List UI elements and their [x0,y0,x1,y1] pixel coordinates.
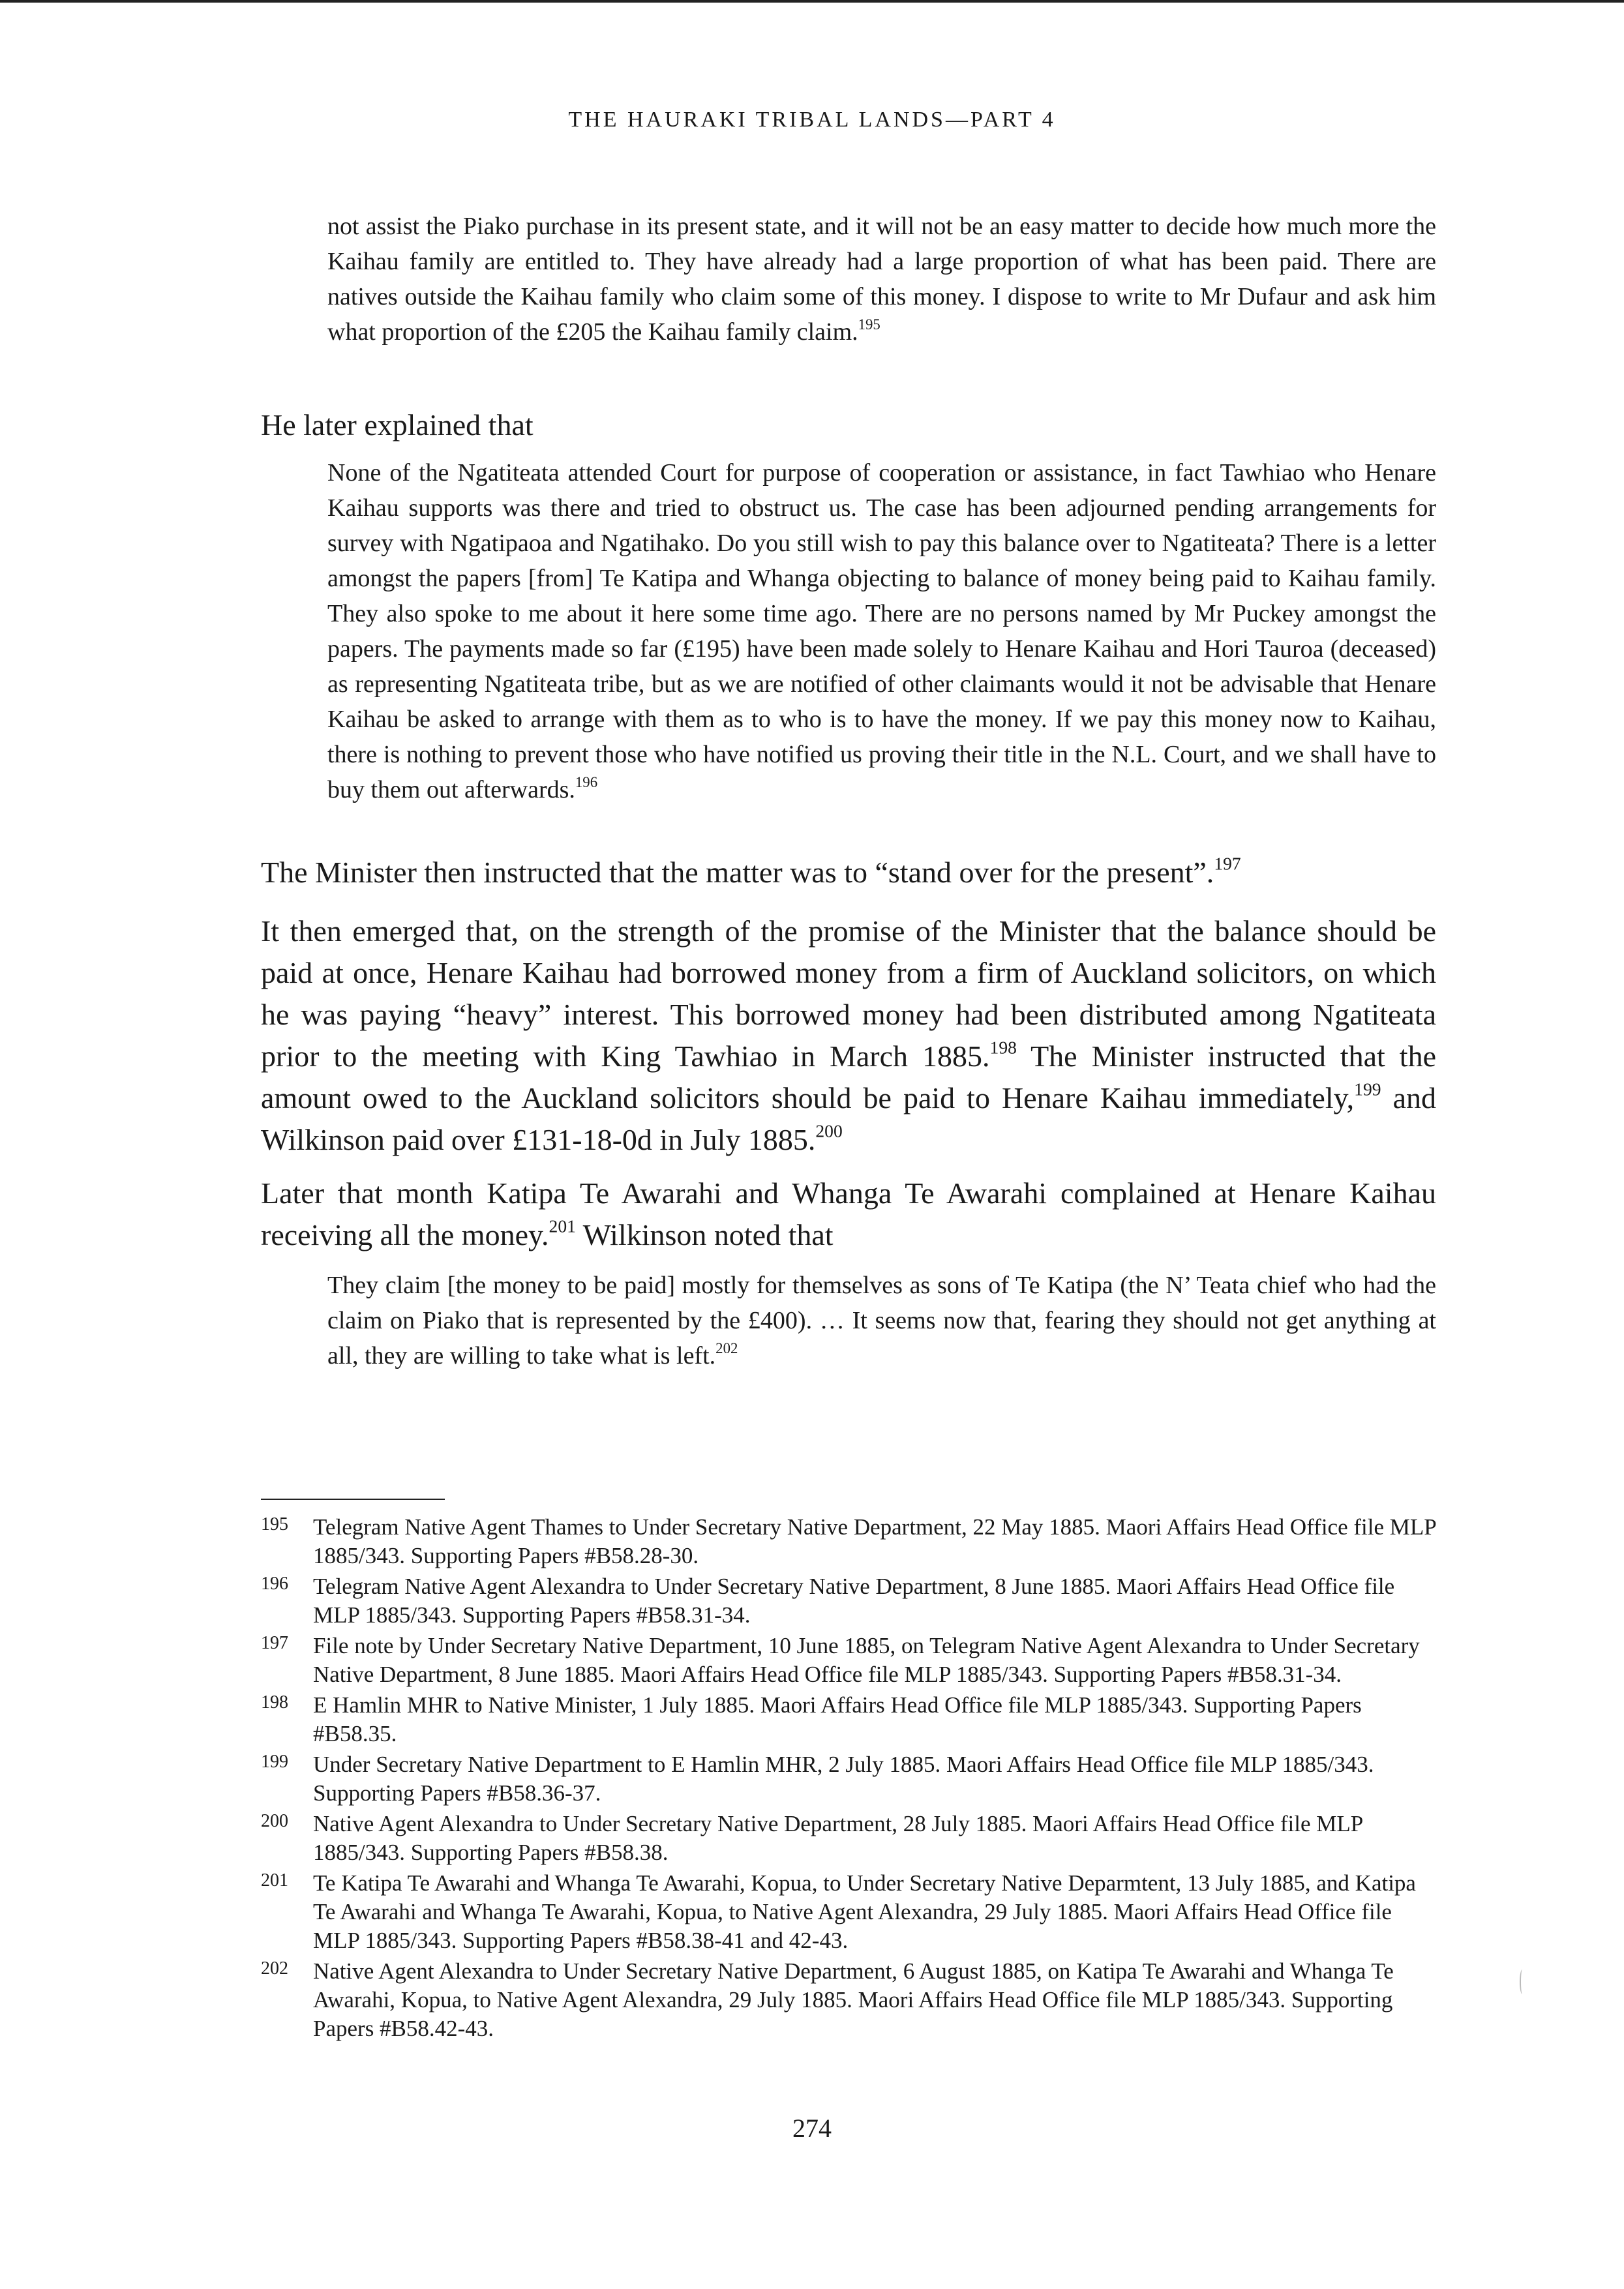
block-quote-3 [327,1268,1436,1373]
footnote [261,1632,1436,1689]
footnote [261,1869,1436,1955]
footnote-number: 199 [261,1752,288,1772]
footnote-ref: 196 [575,774,598,791]
footnote-ref: 199 [1354,1079,1381,1100]
quote-text: None of the Ngatiteata attended Court for purpose of cooperation or assistance, in fact Tawhiao who Henare Kaihau supports was there and tried to obstruct us. The case has been adjourned pending arrangements for survey with Ngatipaoa and Ngatihako. Do you still wish to pay this balance over to Ngatiteata? There is a letter amongst the papers [from] Te Katipa and Whanga objecting to balance of money being paid to Kaihau family. They also spoke to me about it here some time ago. There are no persons named by Mr Puckey amongst the papers. The payments made so far (£195) have been made solely to Henare Kaihau and Hori Tauroa (deceased) as representing Ngatiteata tribe, but as we are notified of other claimants would it not be advisable that Henare Kaihau be asked to arrange with them as to who is to have the money. If we pay this money now to Kaihau, there is nothing to prevent those who have notified us proving their title in the N.L. Court, and we shall have to buy them out afterwards. [327,459,1436,803]
footnote-ref: 202 [715,1340,738,1357]
block-quote-2 [327,455,1436,807]
paragraph-text: The Minister instructed that the amount owed to the Auckland solicitors should be paid to Henare Kaihau immediately, [261,1040,1436,1115]
footnote-text: Native Agent Alexandra to Under Secretary Native Department, 6 August 1885, on Katipa Te Awarahi and Whanga Te Awarahi, Kopua, to Native Agent Alexandra, 29 July 1885. Maori Affairs Head Office file MLP 1885/343. Supporting Papers #B58.42-43. [313,1958,1394,2041]
footnote [261,1572,1436,1630]
body-paragraph: He later explained that [261,408,534,441]
footnote-number: 202 [261,1958,288,1979]
footnote-number: 201 [261,1870,288,1891]
running-header: THE HAURAKI TRIBAL LANDS—PART 4 [568,108,1056,132]
top-border-rule [0,0,1624,3]
footnote-ref: 195 [858,316,880,333]
paragraph-text: It then emerged that, on the strength of the promise of the Minister that the balance should be paid at once, Henare Kaihau had borrowed money from a firm of Auckland solicitors, on which he was paying “heavy” interest. This borrowed money had been distributed among Ngatiteata prior to the meeting with King Tawhiao in March 1885. [261,914,1436,1073]
footnote-number: 198 [261,1692,288,1713]
footnote [261,1957,1436,2043]
footnote-ref: 197 [1214,853,1241,874]
quote-text: They claim [the money to be paid] mostly for themselves as sons of Te Katipa (the N’ Teata chief who had the claim on Piako that is represented by the £400). … It seems now that, fearing they should not get anything at all, they are willing to take what is left. [327,1272,1436,1369]
block-quote-1 [327,209,1436,350]
footnote-number: 197 [261,1633,288,1653]
footnotes [261,1513,1436,2045]
footnote-separator [261,1499,445,1500]
footnote-ref: 201 [549,1216,576,1236]
footnote-number: 195 [261,1514,288,1534]
footnote [261,1810,1436,1867]
paragraph-text: Later that month Katipa Te Awarahi and Whanga Te Awarahi complained at Henare Kaihau receiving all the money. [261,1176,1436,1251]
footnote-text: Native Agent Alexandra to Under Secretary Native Department, 28 July 1885. Maori Affairs Head Office file MLP 1885/343. Supporting Papers #B58.38. [313,1811,1362,1865]
page-number: 274 [792,2114,832,2143]
scan-margin-mark [1520,1969,1525,1994]
footnote-text: Telegram Native Agent Alexandra to Under Secretary Native Department, 8 June 1885. Maori Affairs Head Office file MLP 1885/343. Supporting Papers #B58.31-34. [313,1574,1395,1628]
footnote [261,1750,1436,1808]
footnote-text: Telegram Native Agent Thames to Under Secretary Native Department, 22 May 1885. Maori Affairs Head Office file MLP 1885/343. Supporting Papers #B58.28-30. [313,1514,1436,1568]
footnote-text: Te Katipa Te Awarahi and Whanga Te Awarahi, Kopua, to Under Secretary Native Deparmtent, 13 July 1885, and Katipa Te Awarahi and Whanga Te Awarahi, Kopua, to Native Agent Alexandra, 29 July 1885. Maori Affairs Head Office file MLP 1885/343. Supporting Papers #B58.38-41 and 42-43. [313,1870,1416,1953]
footnote [261,1513,1436,1570]
quote-text: not assist the Piako purchase in its present state, and it will not be an easy matter to decide how much more the Kaihau family are entitled to. They have already had a large proportion of what has been paid. There are natives outside the Kaihau family who claim some of this money. I dispose to write to Mr Dufaur and ask him what proportion of the £205 the Kaihau family claim. [327,213,1436,346]
footnote-text: Under Secretary Native Department to E Hamlin MHR, 2 July 1885. Maori Affairs Head Office file MLP 1885/343. Supporting Papers #B58.36-37. [313,1752,1374,1806]
footnote-text: E Hamlin MHR to Native Minister, 1 July 1885. Maori Affairs Head Office file MLP 1885/343. Supporting Papers #B58.35. [313,1692,1362,1746]
body-paragraph [261,852,1436,893]
paragraph-text: and Wilkinson paid over £131-18-0d in July 1885. [261,1081,1436,1156]
footnote-ref: 198 [989,1037,1017,1058]
body-paragraph [261,910,1436,1161]
body-paragraph [261,1173,1436,1256]
footnote-text: File note by Under Secretary Native Department, 10 June 1885, on Telegram Native Agent Alexandra to Under Secretary Native Department, 8 June 1885. Maori Affairs Head Office file MLP 1885/343. Supporting Papers #B58.31-34. [313,1633,1420,1687]
footnote-number: 200 [261,1811,288,1831]
footnote [261,1691,1436,1748]
footnote-number: 196 [261,1574,288,1594]
footnote-ref: 200 [815,1120,843,1141]
paragraph-text: Wilkinson noted that [575,1218,834,1251]
paragraph-text: The Minister then instructed that the matter was to “stand over for the present”. [261,856,1214,889]
